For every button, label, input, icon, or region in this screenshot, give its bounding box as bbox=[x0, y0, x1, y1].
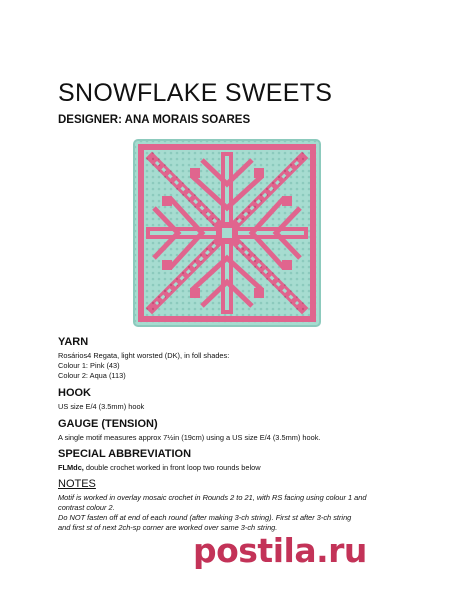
hook-text: US size E/4 (3.5mm) hook bbox=[58, 402, 145, 411]
abbreviation-heading: SPECIAL ABBREVIATION bbox=[58, 448, 192, 460]
notes-heading: NOTES bbox=[58, 478, 96, 490]
notes-line: and first st of next 2ch-sp corner are worked over same 3-ch string. bbox=[58, 523, 278, 532]
abbreviation-term: FLMdc, bbox=[58, 463, 84, 472]
yarn-colour-2: Colour 2: Aqua (113) bbox=[58, 371, 126, 380]
yarn-heading: YARN bbox=[58, 336, 89, 348]
notes-line: Motif is worked in overlay mosaic crochet in Rounds 2 to 21, with RS facing using colour 1 and bbox=[58, 493, 367, 502]
hook-heading: HOOK bbox=[58, 387, 91, 399]
yarn-line: Rosários4 Regata, light worsted (DK), in foll shades: bbox=[58, 351, 230, 360]
notes-line: contrast colour 2. bbox=[58, 503, 115, 512]
yarn-colour-1: Colour 1: Pink (43) bbox=[58, 361, 120, 370]
gauge-text: A single motif measures approx 7½in (19cm) using a US size E/4 (3.5mm) hook. bbox=[58, 433, 321, 442]
watermark-text: postila.ru bbox=[193, 530, 367, 570]
gauge-heading: GAUGE (TENSION) bbox=[58, 418, 158, 430]
crochet-motif-image bbox=[132, 138, 322, 328]
abbreviation-text bbox=[58, 463, 261, 473]
abbreviation-definition: double crochet worked in front loop two rounds below bbox=[83, 463, 261, 472]
designer-credit: DESIGNER: ANA MORAIS SOARES bbox=[58, 114, 251, 126]
notes-line: Do NOT fasten off at end of each round (after making 3-ch string). First st after 3-ch string bbox=[58, 513, 352, 522]
watermark bbox=[193, 527, 443, 573]
page-title: SNOWFLAKE SWEETS bbox=[58, 79, 333, 107]
